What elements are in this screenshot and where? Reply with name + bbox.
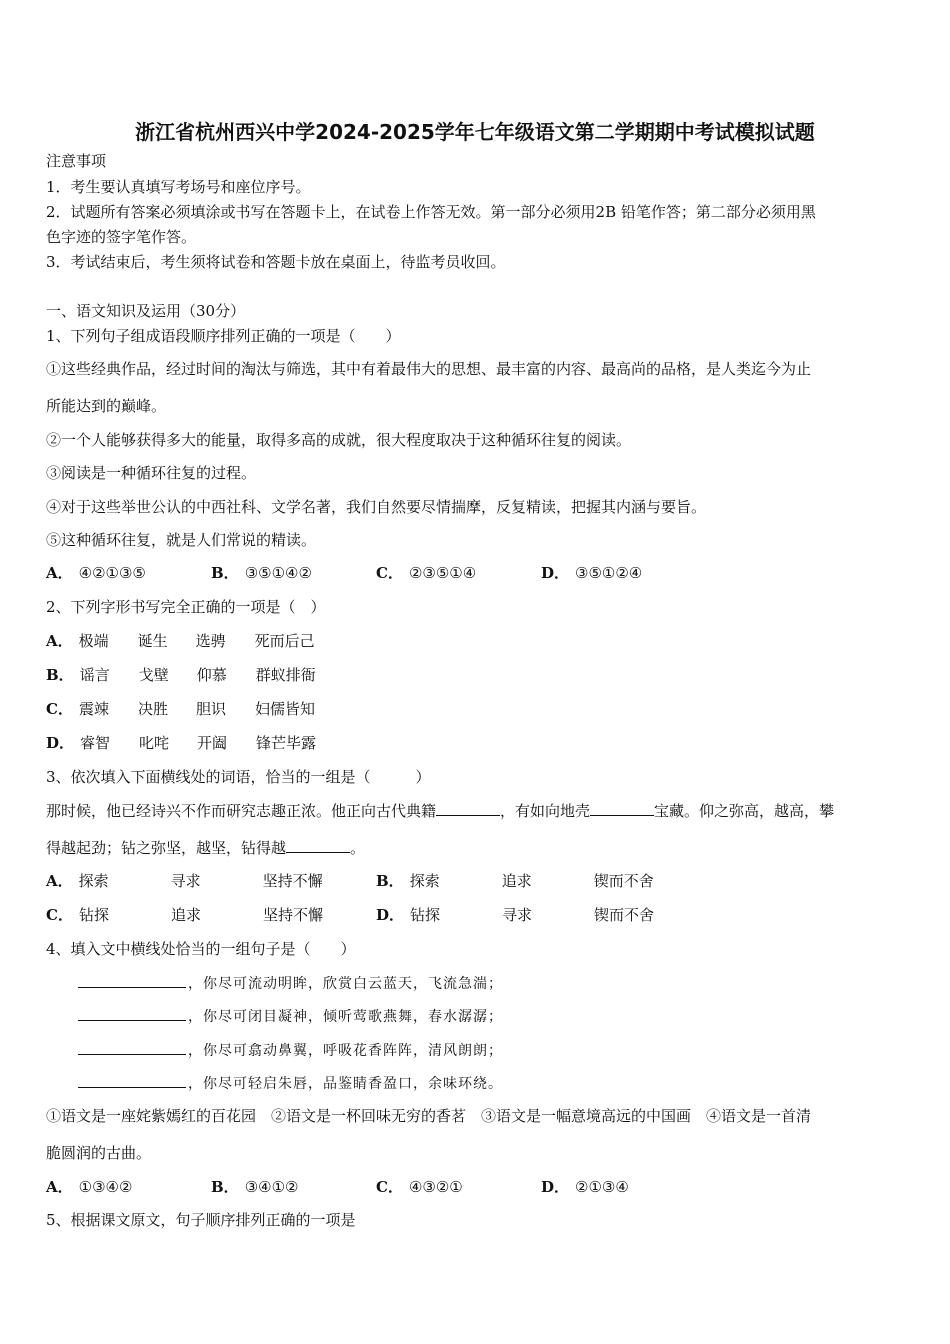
notice-heading: 注意事项 [46,152,107,170]
q5-stem: 5、根据课文原文，句子顺序排列正确的一项是 [46,1211,356,1229]
q3-blank-1 [436,801,500,816]
q1-sentence-1: ①这些经典作品，经过时间的淘汰与筛选，其中有着最伟大的思想、最丰富的内容、最高尚的品格，是人类迄今为止 [46,360,812,378]
q1-sentence-2: ②一个人能够获得多大的能量，取得多高的成就，很大程度取决于这种循环往复的阅读。 [46,431,632,449]
q4-line-4: ，你尽可轻启朱唇，品鉴睛香盈口，余味环绕。 [78,1073,503,1094]
notice-item-1: 1．考生要认真填写考场号和座位序号。 [46,178,311,196]
q3-blank-3 [286,838,350,853]
q4-option-d[interactable]: D． ②①③④ [541,1178,629,1196]
q2-option-d[interactable]: D． 睿智 叱咤 开阖 锋芒毕露 [46,734,317,752]
q1-option-b[interactable]: B． ③⑤①④② [211,564,312,582]
q1-sentence-3: ③阅读是一种循环往复的过程。 [46,464,257,482]
q2-option-b[interactable]: B． 谣言 戈壁 仰慕 群蚁排衙 [46,666,316,684]
q3-option-b[interactable]: B． 探索 追求 锲而不舍 [376,872,654,890]
q1-sentence-1-cont: 所能达到的巅峰。 [46,397,167,415]
section-heading: 一、语文知识及运用（30分） [46,302,246,320]
notice-item-2-cont: 色字迹的签字笔作答。 [46,228,197,246]
q3-stem: 3、依次填入下面横线处的词语，恰当的一组是（ ） [46,768,431,786]
q1-option-c[interactable]: C． ②③⑤①④ [376,564,477,582]
q4-blank-4 [78,1073,186,1088]
notice-item-2: 2．试题所有答案必须填涂或书写在答题卡上，在试卷上作答无效。第一部分必须用2B 铅笔作答；第二部分必须用黑 [46,203,816,221]
q3-passage-line-2: 得越起劲；钻之弥坚，越坚，钻得越 。 [46,839,366,857]
q3-blank-2 [590,801,654,816]
q3-option-c[interactable]: C． 钻探 追求 坚持不懈 [46,906,323,924]
q3-option-d[interactable]: D． 钻探 寻求 锲而不舍 [376,906,655,924]
q4-stem: 4、填入文中横线处恰当的一组句子是（ ） [46,940,356,958]
q4-line-2: ，你尽可闭目凝神，倾听莺歌燕舞，春水潺潺； [78,1006,503,1027]
notice-item-3: 3．考试结束后，考生须将试卷和答题卡放在桌面上，待监考员收回。 [46,253,506,271]
page-title: 浙江省杭州西兴中学2024-2025学年七年级语文第二学期期中考试模拟试题 [135,120,815,144]
q4-blank-1 [78,973,186,988]
q4-option-c[interactable]: C． ④③②① [376,1178,463,1196]
q3-option-a[interactable]: A． 探索 寻求 坚持不懈 [46,872,323,890]
q2-option-a[interactable]: A． 极端 诞生 选骋 死而后己 [46,632,315,650]
q2-option-c[interactable]: C． 震竦 决胜 胆识 妇儒皆知 [46,700,315,718]
q1-sentence-4: ④对于这些举世公认的中西社科、文学名著，我们自然要尽情揣摩，反复精读，把握其内涵与要旨。 [46,498,707,516]
q1-stem: 1、下列句子组成语段顺序排列正确的一项是（ ） [46,327,401,345]
q4-option-b[interactable]: B． ③④①② [211,1178,299,1196]
q4-blank-3 [78,1040,186,1055]
q4-line-1: ，你尽可流动明眸，欣赏白云蓝天，飞流急湍； [78,973,503,994]
q1-sentence-5: ⑤这种循环往复，就是人们常说的精读。 [46,531,317,549]
q3-passage-line-1: 那时候，他已经诗兴不作而研究志趣正浓。他正向古代典籍 ，有如向地壳 宝藏。仰之弥高，越高，攀 [46,802,835,820]
q4-line-3: ，你尽可翕动鼻翼，呼吸花香阵阵，清风朗朗； [78,1040,503,1061]
q4-option-a[interactable]: A． ①③④② [46,1178,133,1196]
q4-blank-2 [78,1006,186,1021]
q2-stem: 2、下列字形书写完全正确的一项是（ ） [46,598,326,616]
q1-option-a[interactable]: A． ④②①③⑤ [46,564,146,582]
q4-choices: ①语文是一座姹紫嫣红的百花园 ②语文是一杯回味无穷的香茗 ③语文是一幅意境高远的中国画 ④语文是一首清 [46,1107,812,1125]
q4-choices-cont: 脆圆润的古曲。 [46,1144,152,1162]
q1-option-d[interactable]: D． ③⑤①②④ [541,564,643,582]
